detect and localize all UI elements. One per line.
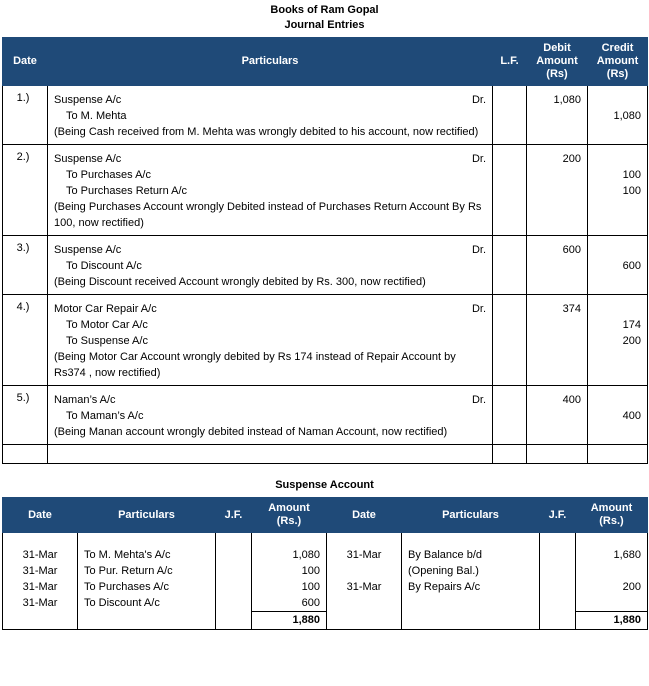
suspense-row-pad: [333, 533, 395, 547]
journal-empty-cell: [493, 445, 527, 464]
suspense-row-jf: [546, 579, 569, 595]
suspense-row-particulars: To Pur. Return A/c: [84, 565, 173, 577]
journal-entries-title: Journal Entries: [284, 19, 365, 31]
journal-narration: (Being Purchases Account wrongly Debited instead of Purchases Return Account By Rs 100, now rectified): [54, 201, 482, 229]
suspense-credit-total: 1,880: [576, 611, 647, 629]
journal-debit-amount-value: 600: [562, 244, 581, 256]
journal-credit-amount-value: 174: [622, 319, 641, 331]
suspense-credit-amount-cell: [576, 533, 648, 630]
suspense-row-pad: [9, 533, 71, 547]
suspense-row-particulars: To Discount A/c: [84, 597, 160, 609]
journal-credit-amount-value: 600: [622, 260, 641, 272]
suspense-row-pad: [222, 533, 245, 547]
suspense-col-jf-dr: J.F.: [216, 498, 252, 533]
suspense-row-pad: [84, 533, 209, 547]
journal-debit-account: Dr. Suspense A/c: [54, 244, 486, 256]
journal-entry-row: [3, 295, 648, 386]
journal-credit-account: To Maman’s A/c: [66, 410, 144, 422]
journal-debit-amount: [527, 236, 588, 295]
journal-lf-value: [493, 236, 527, 295]
suspense-row-particulars: (Opening Bal.): [408, 565, 479, 577]
books-title: Books of Ram Gopal: [270, 4, 379, 16]
journal-credit-amount: [588, 145, 648, 236]
suspense-account-title: Suspense Account: [275, 479, 374, 491]
journal-credit-amount: [588, 236, 648, 295]
suspense-row-pad: [258, 533, 320, 547]
journal-dr-label: Dr.: [471, 94, 486, 106]
suspense-row-jf: [222, 563, 245, 579]
journal-credit-amount-value: 100: [622, 169, 641, 181]
journal-credit-amount: [588, 295, 648, 386]
suspense-credit-date-cell: [327, 533, 402, 630]
journal-credit-amount-value: 200: [622, 335, 641, 347]
suspense-row-date: 31-Mar: [346, 549, 382, 561]
journal-entry-number: 2.): [3, 145, 48, 236]
journal-lf-value: [493, 386, 527, 445]
journal-col-debit-line1: Debit: [543, 42, 571, 54]
suspense-row-date: 31-Mar: [22, 597, 58, 609]
suspense-col-amount-cr-line2: (Rs.): [599, 515, 624, 527]
journal-entry-number: 3.): [3, 236, 48, 295]
suspense-row-particulars: By Repairs A/c: [408, 581, 481, 593]
journal-credit-account: To Suspense A/c: [66, 335, 148, 347]
suspense-row-amount: 1,080: [292, 549, 320, 561]
suspense-row-pad: [408, 533, 533, 547]
journal-entry-row: [3, 145, 648, 236]
suspense-row-date: 31-Mar: [346, 581, 382, 593]
journal-debit-account: Dr. Suspense A/c: [54, 94, 486, 106]
suspense-body: [3, 533, 648, 630]
suspense-row-date: 31-Mar: [22, 565, 58, 577]
journal-empty-cell: [527, 445, 588, 464]
journal-entry-row: [3, 236, 648, 295]
journal-lf-value: [493, 86, 527, 145]
journal-entry-particulars: [48, 145, 493, 236]
journal-empty-cell: [588, 445, 648, 464]
suspense-debit-total: 1,880: [252, 611, 326, 629]
journal-empty-cell: [48, 445, 493, 464]
journal-debit-amount-value: 1,080: [553, 94, 581, 106]
suspense-col-amount-dr-line2: (Rs.): [276, 515, 302, 527]
journal-entry-particulars: [48, 295, 493, 386]
journal-entry-particulars: [48, 386, 493, 445]
suspense-col-amount-cr-line1: Amount: [590, 502, 633, 514]
journal-entry-particulars: [48, 86, 493, 145]
journal-title-block: [0, 0, 649, 33]
journal-entry-row: [3, 386, 648, 445]
journal-lf-value: [493, 295, 527, 386]
suspense-row-jf: [546, 547, 569, 563]
suspense-header-row: [3, 498, 648, 533]
suspense-debit-particulars-cell: [78, 533, 216, 630]
suspense-total-spacer: [408, 611, 533, 628]
suspense-row-jf: [222, 547, 245, 563]
journal-credit-amount-value: 400: [622, 410, 641, 422]
suspense-row-filler: [408, 595, 533, 611]
journal-debit-amount: [527, 295, 588, 386]
journal-debit-amount: [527, 145, 588, 236]
journal-debit-account: Dr. Naman’s A/c: [54, 394, 486, 406]
suspense-debit-jf-cell: [216, 533, 252, 630]
journal-credit-amount: [588, 386, 648, 445]
suspense-col-particulars-cr: Particulars: [402, 498, 540, 533]
suspense-row-pad: [582, 533, 641, 547]
suspense-row-amount: 100: [301, 565, 320, 577]
journal-debit-account: Dr. Motor Car Repair A/c: [54, 303, 486, 315]
suspense-total-spacer: [333, 611, 395, 628]
journal-credit-amount: [588, 86, 648, 145]
suspense-row-filler: [546, 595, 569, 611]
suspense-col-date-dr: Date: [3, 498, 78, 533]
journal-dr-label: Dr.: [471, 153, 486, 165]
journal-credit-account: To Discount A/c: [66, 260, 142, 272]
journal-debit-amount: [527, 386, 588, 445]
suspense-row-particulars: To M. Mehta's A/c: [84, 549, 171, 561]
journal-credit-account: To Motor Car A/c: [66, 319, 148, 331]
suspense-credit-jf-cell: [540, 533, 576, 630]
journal-entry-number: 4.): [3, 295, 48, 386]
suspense-row-filler: [582, 595, 641, 611]
suspense-row-jf: [222, 595, 245, 611]
journal-col-credit: [588, 38, 648, 86]
suspense-row-filler: [333, 595, 395, 611]
suspense-row-amount: 600: [301, 597, 320, 609]
journal-lf-value: [493, 145, 527, 236]
journal-narration: (Being Manan account wrongly debited instead of Naman Account, now rectified): [54, 426, 448, 438]
suspense-row-date: [333, 563, 395, 579]
suspense-total-spacer: [84, 611, 209, 628]
journal-credit-account: To M. Mehta: [66, 110, 127, 122]
journal-debit-amount-value: 400: [562, 394, 581, 406]
journal-debit-amount: [527, 86, 588, 145]
journal-body: [3, 86, 648, 464]
suspense-row-jf: [546, 563, 569, 579]
journal-col-lf: L.F.: [493, 38, 527, 86]
journal-col-debit-line3: (Rs): [546, 68, 568, 80]
suspense-ledger-row: [3, 533, 648, 630]
suspense-col-date-cr: Date: [327, 498, 402, 533]
suspense-total-spacer: [546, 611, 569, 628]
journal-credit-account: To Purchases A/c: [66, 169, 151, 181]
suspense-total-spacer: [9, 611, 71, 628]
suspense-row-amount: 100: [301, 581, 320, 593]
journal-entry-number: 1.): [3, 86, 48, 145]
suspense-col-particulars-dr: Particulars: [78, 498, 216, 533]
journal-narration: (Being Discount received Account wrongly debited by Rs. 300, now rectified): [54, 276, 426, 288]
journal-col-date: Date: [3, 38, 48, 86]
suspense-debit-date-cell: [3, 533, 78, 630]
suspense-row-amount: 200: [622, 581, 641, 593]
suspense-debit-amount-cell: [252, 533, 327, 630]
suspense-total-spacer: [222, 611, 245, 628]
journal-col-credit-line2: Amount: [596, 55, 639, 67]
journal-entry-particulars: [48, 236, 493, 295]
journal-col-credit-line1: Credit: [601, 42, 634, 54]
suspense-col-amount-dr-line1: Amount: [268, 502, 310, 514]
suspense-row-amount: [582, 563, 641, 579]
journal-entry-row: [3, 86, 648, 145]
suspense-row-amount: 1,680: [613, 549, 641, 561]
suspense-col-jf-cr: J.F.: [540, 498, 576, 533]
suspense-row-jf: [222, 579, 245, 595]
suspense-row-particulars: To Purchases A/c: [84, 581, 169, 593]
journal-narration: (Being Motor Car Account wrongly debited by Rs 174 instead of Repair Account by Rs374 , now rectified): [54, 351, 456, 379]
suspense-col-amount-cr: [576, 498, 648, 533]
journal-narration: (Being Cash received from M. Mehta was wrongly debited to his account, now rectified): [54, 126, 479, 138]
journal-col-particulars: Particulars: [48, 38, 493, 86]
journal-debit-account: Dr. Suspense A/c: [54, 153, 486, 165]
journal-dr-label: Dr.: [471, 394, 486, 406]
journal-col-debit: [527, 38, 588, 86]
journal-empty-cell: [3, 445, 48, 464]
journal-debit-amount-value: 374: [562, 303, 581, 315]
journal-credit-account: To Purchases Return A/c: [66, 185, 188, 197]
journal-col-debit-line2: Amount: [536, 55, 578, 67]
journal-credit-amount-value: 100: [622, 185, 641, 197]
journal-entries-table: [2, 37, 648, 464]
journal-debit-amount-value: 200: [562, 153, 581, 165]
suspense-credit-particulars-cell: [402, 533, 540, 630]
journal-entry-number: 5.): [3, 386, 48, 445]
journal-header-row: [3, 38, 648, 86]
journal-col-credit-line3: (Rs): [606, 68, 629, 80]
suspense-title-block: [0, 478, 649, 493]
suspense-row-date: 31-Mar: [22, 581, 58, 593]
suspense-row-date: 31-Mar: [22, 549, 58, 561]
suspense-row-pad: [546, 533, 569, 547]
journal-dr-label: Dr.: [471, 244, 486, 256]
journal-empty-row: [3, 445, 648, 464]
suspense-col-amount-dr: [252, 498, 327, 533]
journal-dr-label: Dr.: [471, 303, 486, 315]
suspense-row-particulars: By Balance b/d: [408, 549, 482, 561]
journal-credit-amount-value: 1,080: [613, 110, 641, 122]
suspense-account-table: [2, 497, 648, 630]
